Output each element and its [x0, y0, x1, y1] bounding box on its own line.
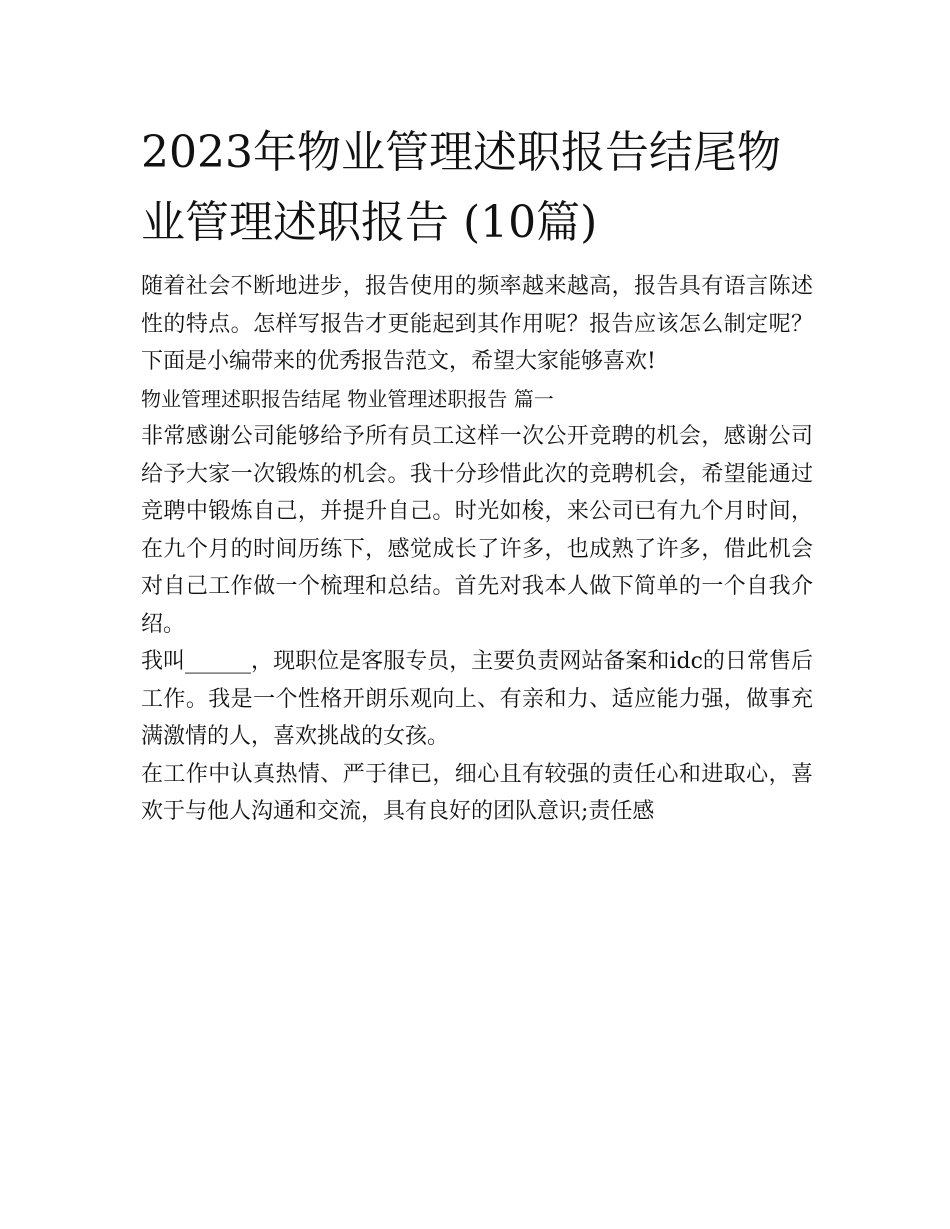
- body-paragraph: 非常感谢公司能够给予所有员工这样一次公开竞聘的机会，感谢公司给予大家一次锻炼的机会。我十分珍惜此次的竞聘机会，希望能通过竞聘中锻炼自己，并提升自己。时光如梭，来公司已有九个月时间，在九个月的时间历练下，感觉成长了许多，也成熟了许多，借此机会对自己工作做一个梳理和总结。首先对我本人做下简单的一个自我介绍。: [141, 424, 813, 637]
- document-title: 2023年物业管理述职报告结尾物业管理述职报告 (10篇): [141, 127, 781, 248]
- section-heading: 物业管理述职报告结尾 物业管理述职报告 篇一: [141, 386, 554, 411]
- body-paragraph: 我叫______，现职位是客服专员，主要负责网站备案和idc的日常售后工作。我是一个性格开朗乐观向上、有亲和力、适应能力强，做事充满激情的人，喜欢挑战的女孩。: [141, 649, 813, 749]
- intro-paragraph: 随着社会不断地进步，报告使用的频率越来越高，报告具有语言陈述性的特点。怎样写报告才更能起到其作用呢？报告应该怎么制定呢？下面是小编带来的优秀报告范文，希望大家能够喜欢!: [141, 274, 813, 374]
- document-page: [141, 118, 813, 831]
- body-paragraph: 在工作中认真热情、严于律已，细心且有较强的责任心和进取心，喜欢于与他人沟通和交流，具有良好的团队意识;责任感: [141, 761, 813, 824]
